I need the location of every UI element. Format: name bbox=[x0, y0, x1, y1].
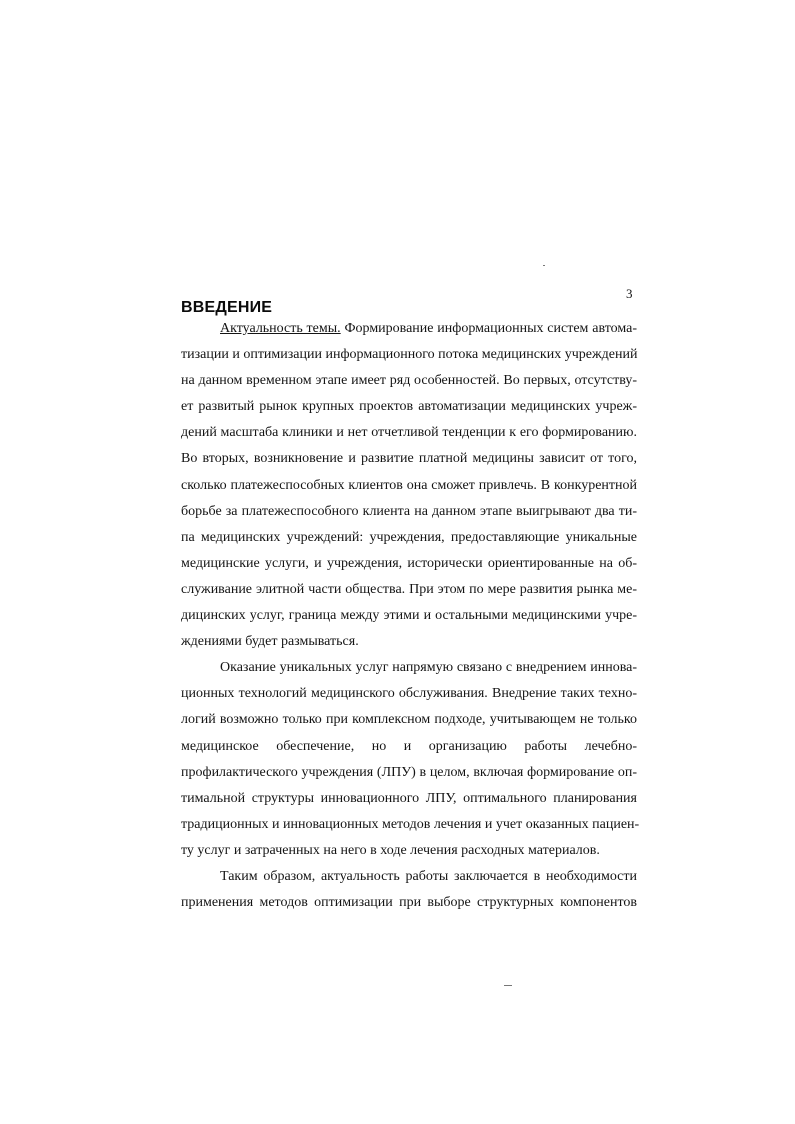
body-text bbox=[181, 316, 640, 916]
paragraph-1-line-6: Во вторых, возникновение и развитие платной медицины зависит от того, bbox=[181, 451, 637, 467]
paragraph-1 bbox=[181, 316, 637, 655]
paragraph-1-line-3: на данном временном этапе имеет ряд особенностей. Во первых, отсутству- bbox=[181, 373, 637, 389]
paragraph-2-line-3: логий возможно только при комплексном подходе, учитывающем не только bbox=[181, 712, 637, 728]
paragraph-1-line-4: ет развитый рынок крупных проектов автоматизации медицинских учреж- bbox=[181, 399, 637, 415]
page-number: 3 bbox=[626, 286, 633, 301]
paragraph-2-line-4: медицинское обеспечение, но и организацию работы лечебно- bbox=[181, 738, 637, 754]
paragraph-2-line-5: профилактического учреждения (ЛПУ) в целом, включая формирование оп- bbox=[181, 764, 637, 780]
paragraph-2 bbox=[181, 655, 640, 864]
paragraph-1-line-7: сколько платежеспособных клиентов она сможет привлечь. В конкурентной bbox=[181, 477, 637, 493]
scan-speck bbox=[543, 265, 545, 266]
paragraph-2-line-7: традиционных и инновационных методов лечения и учет оказанных пациен- bbox=[181, 816, 640, 832]
paragraph-2-line-1: Оказание уникальных услуг напрямую связано с внедрением иннова- bbox=[220, 660, 637, 676]
scan-speck bbox=[504, 985, 512, 986]
paragraph-3-line-2: применения методов оптимизации при выборе структурных компонентов bbox=[181, 895, 637, 911]
section-heading: ВВЕДЕНИЕ bbox=[181, 299, 273, 316]
paragraph-2-line-8: ту услуг и затраченных на него в ходе лечения расходных материалов. bbox=[181, 842, 600, 858]
paragraph-3 bbox=[181, 864, 637, 916]
paragraph-1-line-13: ждениями будет размываться. bbox=[181, 634, 359, 650]
paragraph-1-line-1: Актуальность темы. Формирование информационных систем автома- bbox=[220, 321, 638, 336]
paragraph-1-line-9: па медицинских учреждений: учреждения, предоставляющие уникальные bbox=[181, 529, 637, 545]
paragraph-2-line-6: тимальной структуры инновационного ЛПУ, оптимального планирования bbox=[181, 790, 637, 806]
paragraph-2-line-2: ционных технологий медицинского обслуживания. Внедрение таких техно- bbox=[181, 686, 637, 702]
paragraph-1-line-12: дицинских услуг, граница между этими и остальными медицинскими учре- bbox=[181, 608, 637, 624]
topic-label: Актуальность темы. bbox=[220, 321, 341, 336]
paragraph-1-line-5: дений масштаба клиники и нет отчетливой тенденции к его формированию. bbox=[181, 425, 637, 441]
paragraph-1-line-8: борьбе за платежеспособного клиента на данном этапе выигрывают два ти- bbox=[181, 503, 637, 519]
paragraph-3-line-1: Таким образом, актуальность работы заключается в необходимости bbox=[220, 868, 637, 884]
paragraph-1-line-11: служивание элитной части общества. При этом по мере развития рынка ме- bbox=[181, 581, 637, 597]
paragraph-1-line-10: медицинские услуги, и учреждения, исторически ориентированные на об- bbox=[181, 555, 637, 571]
paragraph-1-line-2: тизации и оптимизации информационного потока медицинских учреждений bbox=[181, 347, 638, 363]
